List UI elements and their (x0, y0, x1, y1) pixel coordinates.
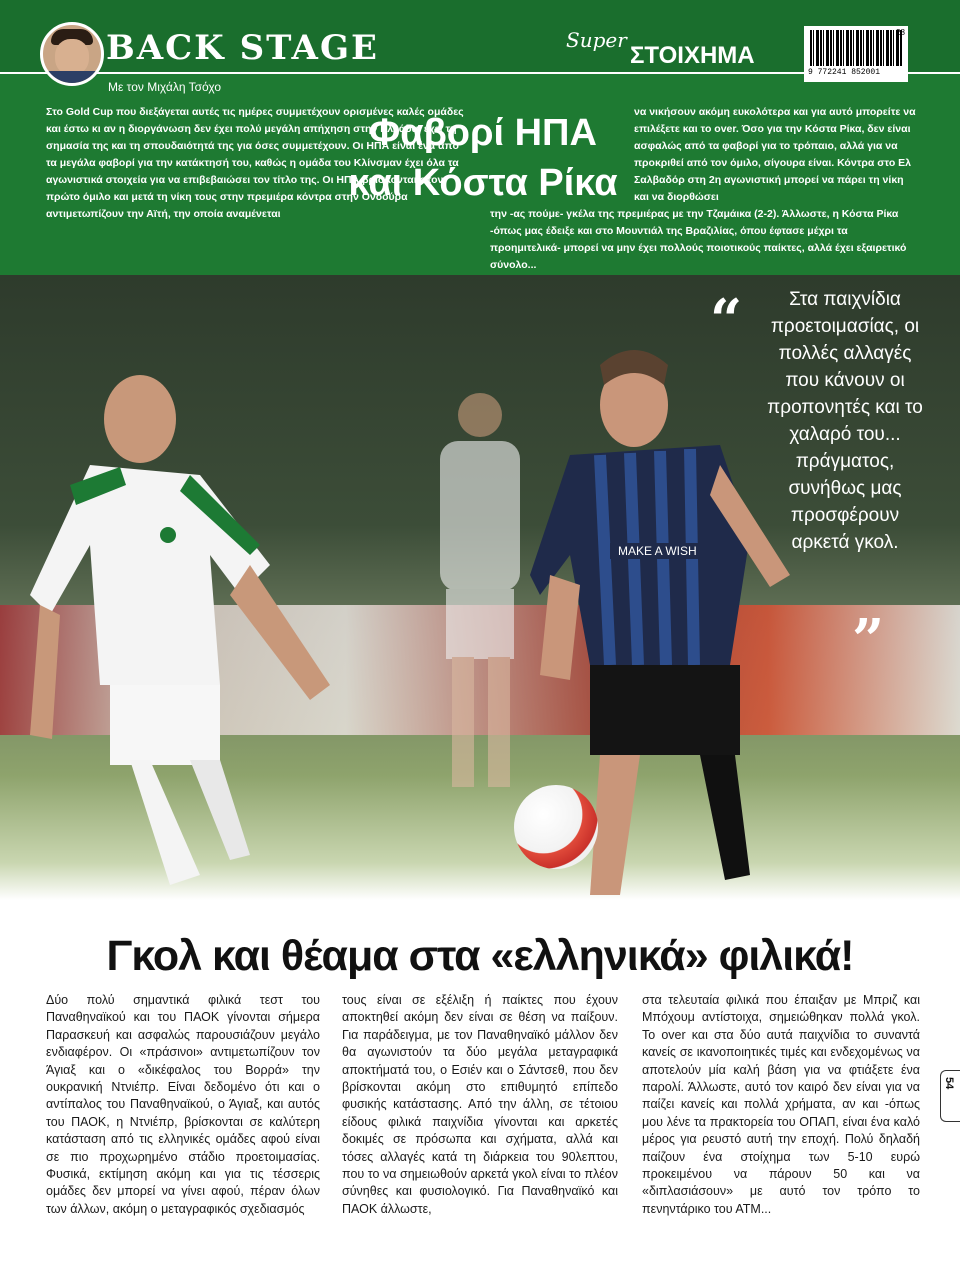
main-article-col-1: Δύο πολύ σημαντικά φιλικά τεστ του Παναθηναϊκού και του ΠΑΟΚ γίνονται σήμερα Παρασκευή και ασφαλώς παρουσιάζουν μεγάλο ενδιαφέρον. Οι «πράσινοι» αντιμετωπίζουν τον Άγιαξ και ο «δικέφαλος του Βορρά» την ουκρανική Ντνιέπρ. Είναι δεδομένο ότι και ο αντίπαλος του Παναθηναϊκού, ο Άγιαξ, και αυτός του ΠΑΟΚ, η Ντνιέπρ, βρίσκονται σε καλύτερη κατάσταση από τις ελληνικές ομάδες αφού είναι σε πιο προχωρημένο στάδιο προετοιμασίας. Φυσικά, εκτίμηση ακόμη και για τις τέσσερις ομάδες δεν μπορεί να γίνει αφού, πέραν όλων των άλλων, ακόμη ο μεταγραφικός σχεδιασμός (46, 993, 320, 1216)
author-avatar (40, 22, 104, 86)
shirt-sponsor: MAKE A WISH (618, 544, 697, 558)
issue-number: 28 (896, 28, 905, 37)
green-article-title (342, 108, 624, 208)
barcode (804, 26, 908, 82)
barcode-bars (810, 30, 902, 66)
section-title: BACK STAGE (106, 28, 379, 68)
page-number-tab (940, 1070, 960, 1122)
logo-super: Super (566, 28, 627, 52)
green-article-col-c: να νικήσουν ακόμη ευκολότερα και για αυτό μπορείτε να επιλέξετε και το over. Όσο για την Κόστα Ρίκα, δεν είναι ασφαλώς από τα φαβορί για το τρόπαιο, αλλά για να προκριθεί από τον όμιλο, σίγουρα είναι. Κόντρα στο Ελ Σαλβαδόρ στη 2η αγωνιστική μπορεί να πάρει τη νίκη και να διορθώσει (634, 106, 916, 203)
pull-quote: Στα παιχνίδια προετοιμασίας, οι πολλές αλλαγές που κάνουν οι προπονητές και το χαλαρό του... πράγματος, συνήθως μας προσφέρουν αρκετά γκολ. (767, 289, 923, 553)
green-article-col-a: Στο Gold Cup που διεξάγεται αυτές τις ημέρες συμμετέχουν ορισμένες καλές ομάδες και έστω κι αν η διοργάνωση δεν έχει πολύ μεγάλη απήχηση στην Ελλάδα, έχει τη σημασία της και τη σπουδαιότητά της για όσες συμμετέχουν. Οι ΗΠΑ είναι ένα από τα μεγάλα φαβορί για την κατάκτησή του, καθώς η ομάδα του Κλίνσμαν έχει όλα τα αγωνιστικά στοιχεία για να επιβεβαιώσει τον τίτλο της. Οι ΗΠΑ βρίσκονται στον πρώτο όμιλο και μετά τη νίκη τους στην πρεμιέρα κόντρα στην Ονδούρα αντιμετωπίζουν την Αϊτή, την οποία αναμένεται (46, 106, 464, 220)
quote-close-mark: ” (852, 607, 885, 673)
main-article-col-2: τους είναι σε εξέλιξη ή παίκτες που έχουν αποκτηθεί ακόμη δεν είναι σε θέση να παίξουν. Για παράδειγμα, με τον Παναθηναϊκό μάλλον δεν θα αγωνιστούν τα δύο μεγάλα μεταγραφικά αποκτήματά του, ο Εσιέν και ο Σάντσεθ, που δεν βρίσκονται ακόμη στο επιθυμητό επίπεδο φυσικής κατάστασης. Από την άλλη, σε τέτοιου είδους φιλικά παιχνίδια γίνονται και αρκετές δοκιμές σε πρόσωπα και σχήματα, αλλά και τόσες αλλαγές κατά τη διάρκεια του 90λεπτου, που το να σημειωθούν αρκετά γκολ είναι το πλέον σύνηθες και φυσιολογικό. Για Παναθηναϊκό και ΠΑΟΚ άλλωστε, (342, 993, 618, 1216)
green-article-col-b2: την -ας πούμε- γκέλα της πρεμιέρας με την Τζαμάικα (2-2). Άλλωστε, η Κόστα Ρίκα -όπως μας έδειξε και στο Μουντιάλ της Βραζιλίας, όπου έφτασε μέχρι τα προημιτελικά- μπορεί να μην έχει πολλούς ποιοτικούς παίκτες, αλλά έχει εξαιρετικό σύνολο... (490, 208, 907, 271)
football (514, 785, 598, 869)
page-number: 54 (943, 1077, 955, 1090)
main-article-col-3: στα τελευταία φιλικά που έπαιξαν με Μπριζ και Μπόχουμ αντίστοιχα, σημειώθηκαν πολλά γκολ. Το over και στα δύο αυτά παιχνίδια το συναντά κανείς σε ικανοποιητικές τιμές και ενδεχομένως να αποτελούν μία καλή βάση για να φτιάξετε ένα παρολί. Άλλωστε, αυτό τον καιρό δεν είναι για να παίζει κανείς και πολλά χρήματα, αν και -όπως μου λένε τα πρακτορεία του ΟΠΑΠ, είναι ένα καλό μέρος για ρευστό αυτή την εποχή. Πολύ δηλαδή παίζουν ένα στοίχημα των 5-10 ευρώ προκειμένου να πάρουν 50 και να «διπλασιάσουν» με αυτό τον τρόπο το πενηντάρικο του ΑΤΜ... (642, 993, 920, 1216)
quote-open-mark: “ (710, 287, 743, 353)
logo-stoixima: ΣΤΟΙΧΗΜΑ (630, 42, 755, 69)
main-headline: Γκολ και θέαμα στα «ελληνικά» φιλικά! (106, 932, 854, 980)
back-stage-header (0, 0, 960, 275)
green-title-line2: και Κόστα Ρίκα (348, 162, 618, 204)
panathinaikos-player (30, 355, 330, 895)
author-byline: Με τον Μιχάλη Τσόχο (108, 80, 222, 94)
barcode-number: 9 772241 852001 (808, 68, 881, 77)
green-title-line1: Φαβορί ΗΠΑ (369, 112, 597, 154)
